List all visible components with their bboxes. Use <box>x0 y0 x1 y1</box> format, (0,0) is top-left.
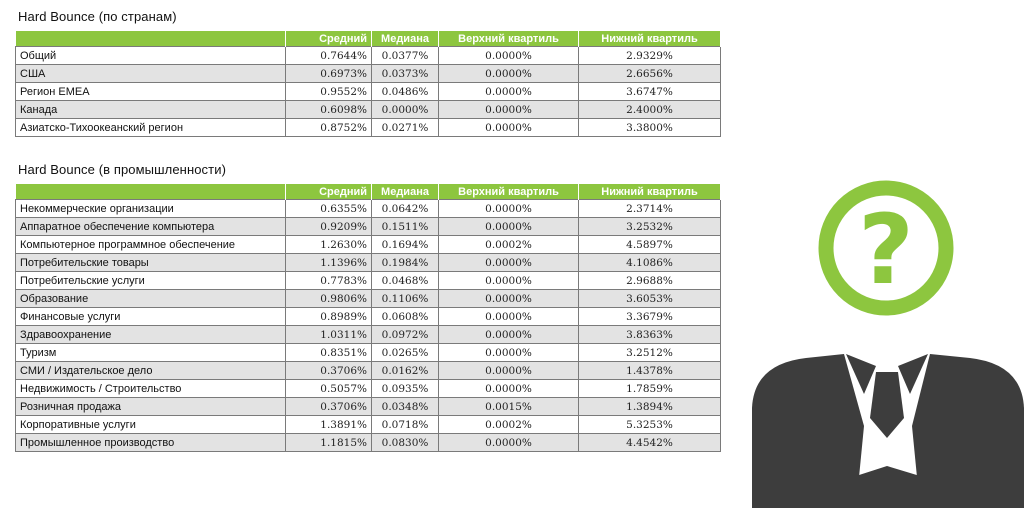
suit-bottom <box>856 466 920 508</box>
lower-quartile-value: 2.9688% <box>579 272 721 290</box>
table-row <box>16 83 721 101</box>
table-row <box>16 398 721 416</box>
table-row <box>16 326 721 344</box>
median-value: 0.0718% <box>372 416 439 434</box>
row-name: США <box>16 65 286 83</box>
row-name: Туризм <box>16 344 286 362</box>
table-row <box>16 344 721 362</box>
mean-value: 0.7783% <box>286 272 372 290</box>
row-name: Общий <box>16 47 286 65</box>
lower-quartile-value: 4.4542% <box>579 434 721 452</box>
upper-quartile-value: 0.0015% <box>439 398 579 416</box>
median-value: 0.1694% <box>372 236 439 254</box>
suit-body-icon <box>752 354 1024 508</box>
table-row <box>16 434 721 452</box>
lower-quartile-value: 1.4378% <box>579 362 721 380</box>
mean-value: 0.8989% <box>286 308 372 326</box>
upper-quartile-value: 0.0000% <box>439 290 579 308</box>
header-mean: Средний <box>286 31 372 47</box>
table-row <box>16 119 721 137</box>
table-row <box>16 47 721 65</box>
upper-quartile-value: 0.0000% <box>439 362 579 380</box>
median-value: 0.0972% <box>372 326 439 344</box>
mean-value: 0.8752% <box>286 119 372 137</box>
median-value: 0.0000% <box>372 101 439 119</box>
mean-value: 1.2630% <box>286 236 372 254</box>
upper-quartile-value: 0.0000% <box>439 272 579 290</box>
lower-quartile-value: 3.6747% <box>579 83 721 101</box>
lower-quartile-value: 4.1086% <box>579 254 721 272</box>
table-header-row <box>16 31 721 47</box>
median-value: 0.0271% <box>372 119 439 137</box>
row-name: Корпоративные услуги <box>16 416 286 434</box>
mean-value: 1.1396% <box>286 254 372 272</box>
lower-quartile-value: 2.4000% <box>579 101 721 119</box>
table-row <box>16 272 721 290</box>
mean-value: 0.9806% <box>286 290 372 308</box>
lower-quartile-value: 2.6656% <box>579 65 721 83</box>
lower-quartile-value: 3.6053% <box>579 290 721 308</box>
row-name: Промышленное производство <box>16 434 286 452</box>
header-lower-quartile: Нижний квартиль <box>579 31 721 47</box>
tie <box>870 372 904 438</box>
lower-quartile-value: 1.3894% <box>579 398 721 416</box>
upper-quartile-value: 0.0000% <box>439 65 579 83</box>
upper-quartile-value: 0.0002% <box>439 416 579 434</box>
upper-quartile-value: 0.0000% <box>439 218 579 236</box>
median-value: 0.1511% <box>372 218 439 236</box>
suit-right <box>912 354 1024 508</box>
mean-value: 0.7644% <box>286 47 372 65</box>
lower-quartile-value: 3.3679% <box>579 308 721 326</box>
table-row <box>16 380 721 398</box>
median-value: 0.0468% <box>372 272 439 290</box>
suit-left <box>752 354 864 508</box>
table-row <box>16 236 721 254</box>
table-row <box>16 290 721 308</box>
country-table-body <box>16 47 721 137</box>
median-value: 0.0935% <box>372 380 439 398</box>
upper-quartile-value: 0.0000% <box>439 101 579 119</box>
upper-quartile-value: 0.0000% <box>439 254 579 272</box>
upper-quartile-value: 0.0000% <box>439 200 579 218</box>
header-median: Медиана <box>372 184 439 200</box>
median-value: 0.0265% <box>372 344 439 362</box>
lower-quartile-value: 3.3800% <box>579 119 721 137</box>
row-name: Аппаратное обеспечение компьютера <box>16 218 286 236</box>
lower-quartile-value: 3.2532% <box>579 218 721 236</box>
question-mark-glyph: ? <box>858 194 914 306</box>
upper-quartile-value: 0.0000% <box>439 434 579 452</box>
median-value: 0.1984% <box>372 254 439 272</box>
country-section-title: Hard Bounce (по странам) <box>18 9 177 24</box>
median-value: 0.0377% <box>372 47 439 65</box>
mean-value: 1.0311% <box>286 326 372 344</box>
table-row <box>16 416 721 434</box>
table-row <box>16 65 721 83</box>
upper-quartile-value: 0.0002% <box>439 236 579 254</box>
lower-quartile-value: 5.3253% <box>579 416 721 434</box>
median-value: 0.0830% <box>372 434 439 452</box>
upper-quartile-value: 0.0000% <box>439 344 579 362</box>
mean-value: 0.9552% <box>286 83 372 101</box>
industry-table <box>15 184 721 452</box>
median-value: 0.0373% <box>372 65 439 83</box>
mean-value: 0.6098% <box>286 101 372 119</box>
mean-value: 1.3891% <box>286 416 372 434</box>
row-name: Потребительские услуги <box>16 272 286 290</box>
row-name: Розничная продажа <box>16 398 286 416</box>
header-lower-quartile: Нижний квартиль <box>579 184 721 200</box>
anonymous-person-question-icon <box>752 176 1024 510</box>
upper-quartile-value: 0.0000% <box>439 119 579 137</box>
lower-quartile-value: 1.7859% <box>579 380 721 398</box>
row-name: СМИ / Издательское дело <box>16 362 286 380</box>
header-median: Медиана <box>372 31 439 47</box>
row-name: Компьютерное программное обеспечение <box>16 236 286 254</box>
median-value: 0.1106% <box>372 290 439 308</box>
row-name: Некоммерческие организации <box>16 200 286 218</box>
upper-quartile-value: 0.0000% <box>439 83 579 101</box>
header-upper-quartile: Верхний квартиль <box>439 184 579 200</box>
mean-value: 0.9209% <box>286 218 372 236</box>
header-mean: Средний <box>286 184 372 200</box>
row-name: Азиатско-Тихоокеанский регион <box>16 119 286 137</box>
table-row <box>16 200 721 218</box>
mean-value: 1.1815% <box>286 434 372 452</box>
lower-quartile-value: 2.3714% <box>579 200 721 218</box>
table-row <box>16 218 721 236</box>
table-row <box>16 362 721 380</box>
row-name: Канада <box>16 101 286 119</box>
upper-quartile-value: 0.0000% <box>439 47 579 65</box>
row-name: Образование <box>16 290 286 308</box>
country-table <box>15 31 721 137</box>
industry-section-title: Hard Bounce (в промышленности) <box>18 162 226 177</box>
row-name: Недвижимость / Строительство <box>16 380 286 398</box>
upper-quartile-value: 0.0000% <box>439 308 579 326</box>
header-corner <box>16 184 286 200</box>
row-name: Здравоохранение <box>16 326 286 344</box>
median-value: 0.0162% <box>372 362 439 380</box>
header-corner <box>16 31 286 47</box>
median-value: 0.0348% <box>372 398 439 416</box>
table-row <box>16 254 721 272</box>
table-row <box>16 101 721 119</box>
mean-value: 0.5057% <box>286 380 372 398</box>
mean-value: 0.3706% <box>286 362 372 380</box>
median-value: 0.0486% <box>372 83 439 101</box>
lower-quartile-value: 4.5897% <box>579 236 721 254</box>
upper-quartile-value: 0.0000% <box>439 326 579 344</box>
mean-value: 0.6355% <box>286 200 372 218</box>
mean-value: 0.8351% <box>286 344 372 362</box>
median-value: 0.0608% <box>372 308 439 326</box>
lower-quartile-value: 3.8363% <box>579 326 721 344</box>
row-name: Регион EMEA <box>16 83 286 101</box>
upper-quartile-value: 0.0000% <box>439 380 579 398</box>
question-head-icon <box>826 188 946 308</box>
lower-quartile-value: 2.9329% <box>579 47 721 65</box>
median-value: 0.0642% <box>372 200 439 218</box>
row-name: Финансовые услуги <box>16 308 286 326</box>
industry-table-body <box>16 200 721 452</box>
header-upper-quartile: Верхний квартиль <box>439 31 579 47</box>
table-header-row <box>16 184 721 200</box>
table-row <box>16 308 721 326</box>
lower-quartile-value: 3.2512% <box>579 344 721 362</box>
row-name: Потребительские товары <box>16 254 286 272</box>
mean-value: 0.6973% <box>286 65 372 83</box>
mean-value: 0.3706% <box>286 398 372 416</box>
